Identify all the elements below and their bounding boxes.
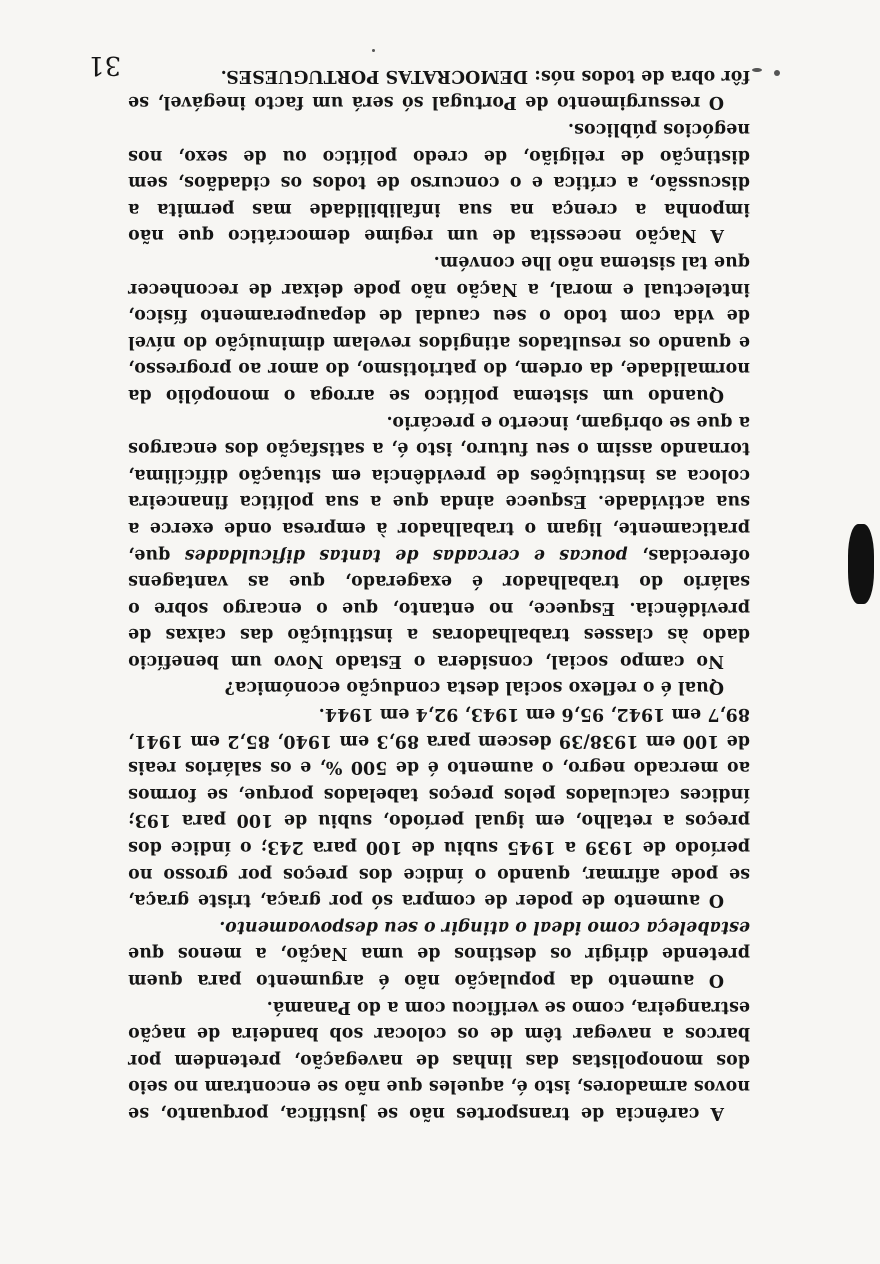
paragraph-political-system: Quando um sistema político se arroga o monopólio da normalidade, da ordem, do patriotismo, do amor ao progresso, e quando os resultados atingidos revelam diminuição do nível de vida com todo o seu caudal de depauperamento físico, intelectual e moral, a Nação não pode deixar de reconhecer que tal sistema não lhe convém. xyxy=(128,252,750,405)
paragraph-conclusion-text: O ressurgimento de Portugal só será um facto inegável, se fôr obra de todos nós: xyxy=(128,65,750,113)
paragraph-population xyxy=(128,913,750,993)
paragraph-social xyxy=(128,408,750,674)
ink-speck xyxy=(372,49,375,52)
paragraph-population-emphasis: estabeleça como ideal o atingir o seu despovoamento. xyxy=(219,916,750,937)
page-number: 31 xyxy=(88,50,122,80)
paragraph-transport: A carência de transportes não se justifica, porquanto, se novos armadores, isto é, aqueles que não se encontram no seio dos monopolistas das linhas de navegação, pretendem por barcos a navegar têm de os colocar sob bandeira de nação estrangeira, como se verificou com a do Panamá. xyxy=(128,996,750,1123)
ink-speck xyxy=(752,68,762,72)
paragraph-democracy: A Nação necessita de um regime democrático que não imponha a crença na sua infalibilidade mas permita a discussão, a crítica e o concurso de todos os cidadãos, sem distinção de religião, de credo político ou de sexo, nos negócios públicos. xyxy=(128,119,750,246)
body-text xyxy=(128,62,750,1126)
paragraph-social-text-before: No campo social, considera o Estado Novo um benefício dado às classes trabalhadoras a instituição das caixas de previdência. Esquece, no entanto, que o encargo sobre o salário do trabalhador é exagerado, que as vantagens oferecidas, xyxy=(128,544,750,671)
paragraph-population-text: O aumento da população não é argumento para quem pretende dirigir os destinos de uma Nação, a menos que xyxy=(128,943,750,991)
paragraph-conclusion-strong: DEMOCRATAS PORTUGUESES. xyxy=(220,65,529,86)
paragraph-question: Qual é o reflexo social desta condução económica? xyxy=(224,677,724,698)
paragraph-conclusion xyxy=(128,62,750,115)
paragraph-purchasing-power: O aumento de poder de compra só por graça, triste graça, se pode afirmar, quando o índice dos preços por grosso no período de 1939 a 1945 subiu de 100 para 243; o índice dos preços a retalho, em igual período, subiu de 100 para 193; índices calculados pelos preços tabelados porque, se formos ao mercado negro, o aumento é de 500 %, e os salários reais de 100 em 1938/39 descem para 89,3 em 1940, 85,2 em 1941, 89,7 em 1942, 95,6 em 1943, 92,4 em 1944. xyxy=(128,704,750,911)
paragraph-social-emphasis: poucas e cercadas de tantas dificuldades xyxy=(184,544,628,565)
ink-blot xyxy=(848,524,874,604)
paragraph-social-text-after: que, praticamente, ligam o trabalhador à empresa onde exerce a sua actividade. Esquece ainda que a sua política financeira coloca as instituições de previdência em situação difícílima, tornando assim o seu futuro, isto é, a satisfação dos encargos a que se obrigam, incerto e precário. xyxy=(128,411,750,565)
ink-speck xyxy=(774,70,780,76)
